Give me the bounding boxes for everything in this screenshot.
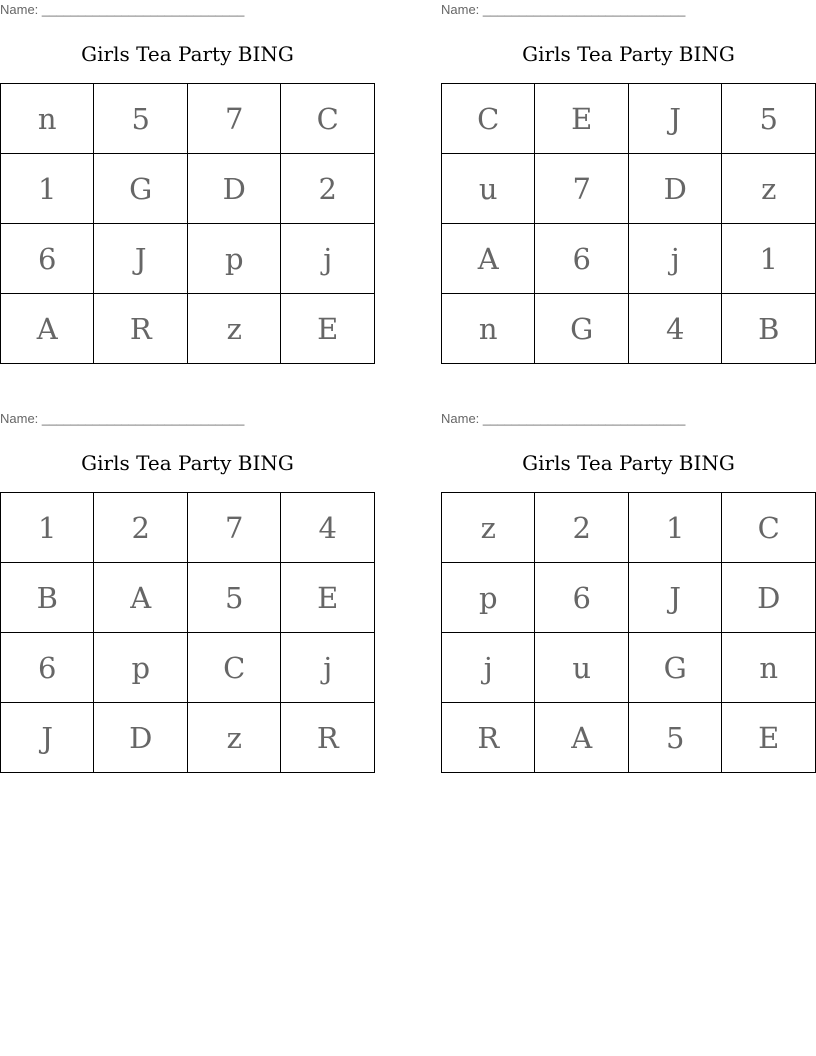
grid-row: [442, 493, 816, 563]
bingo-grid: [0, 492, 375, 773]
grid-row: [442, 224, 816, 294]
bingo-card-2: [441, 0, 816, 365]
grid-cell: z: [187, 294, 281, 364]
grid-row: [442, 563, 816, 633]
grid-row: [1, 224, 375, 294]
grid-row: [442, 84, 816, 154]
card-title: Girls Tea Party BING: [81, 451, 294, 475]
grid-cell: j: [281, 633, 375, 703]
grid-cell: 2: [535, 493, 628, 563]
grid-cell: j: [442, 633, 535, 703]
grid-cell: 7: [187, 84, 281, 154]
grid-row: [1, 294, 375, 364]
grid-cell: D: [628, 154, 722, 224]
grid-cell: 1: [722, 224, 816, 294]
grid-cell: z: [442, 493, 535, 563]
bingo-card-3: [0, 409, 375, 774]
grid-row: [1, 563, 375, 633]
grid-cell: C: [281, 84, 375, 154]
grid-cell: j: [281, 224, 375, 294]
grid-cell: p: [94, 633, 188, 703]
bingo-grid: [441, 492, 816, 773]
grid-cell: A: [1, 294, 94, 364]
grid-cell: A: [94, 563, 188, 633]
grid-cell: 7: [187, 493, 281, 563]
bingo-card-4: [441, 409, 816, 774]
card-title: Girls Tea Party BING: [522, 42, 735, 66]
grid-cell: C: [722, 493, 816, 563]
grid-cell: 6: [535, 224, 629, 294]
grid-cell: 1: [1, 154, 94, 224]
grid-cell: p: [187, 224, 281, 294]
grid-cell: C: [187, 633, 281, 703]
grid-row: [1, 703, 375, 773]
card-title: Girls Tea Party BING: [81, 42, 294, 66]
grid-cell: B: [1, 563, 94, 633]
grid-row: [442, 294, 816, 364]
grid-cell: G: [628, 633, 722, 703]
name-field-label: Name: ____________________________: [441, 411, 686, 426]
bingo-card-1: [0, 0, 375, 365]
bingo-grid: [0, 83, 375, 364]
grid-cell: J: [628, 563, 722, 633]
grid-row: [442, 633, 816, 703]
grid-cell: E: [535, 84, 629, 154]
grid-cell: J: [628, 84, 722, 154]
grid-cell: 4: [628, 294, 722, 364]
grid-cell: 5: [722, 84, 816, 154]
grid-cell: R: [94, 294, 188, 364]
grid-cell: 5: [187, 563, 281, 633]
grid-cell: 2: [281, 154, 375, 224]
grid-cell: 4: [281, 493, 375, 563]
grid-cell: 2: [94, 493, 188, 563]
grid-cell: A: [442, 224, 535, 294]
grid-cell: 6: [535, 563, 628, 633]
name-field-label: Name: ____________________________: [441, 2, 686, 17]
grid-cell: B: [722, 294, 816, 364]
grid-cell: R: [281, 703, 375, 773]
grid-row: [1, 493, 375, 563]
grid-cell: n: [1, 84, 94, 154]
grid-cell: n: [722, 633, 816, 703]
grid-cell: 5: [628, 703, 722, 773]
grid-cell: n: [442, 294, 535, 364]
grid-cell: p: [442, 563, 535, 633]
grid-cell: J: [94, 224, 188, 294]
card-title: Girls Tea Party BING: [522, 451, 735, 475]
grid-cell: z: [722, 154, 816, 224]
grid-cell: D: [187, 154, 281, 224]
grid-cell: j: [628, 224, 722, 294]
grid-cell: E: [281, 563, 375, 633]
grid-cell: G: [94, 154, 188, 224]
grid-cell: J: [1, 703, 94, 773]
grid-cell: R: [442, 703, 535, 773]
name-field-label: Name: ____________________________: [0, 2, 245, 17]
grid-cell: E: [281, 294, 375, 364]
grid-cell: u: [535, 633, 628, 703]
grid-row: [1, 84, 375, 154]
grid-row: [1, 633, 375, 703]
grid-cell: C: [442, 84, 535, 154]
grid-cell: D: [94, 703, 188, 773]
grid-cell: 7: [535, 154, 629, 224]
grid-cell: u: [442, 154, 535, 224]
grid-cell: A: [535, 703, 628, 773]
grid-row: [1, 154, 375, 224]
grid-cell: E: [722, 703, 816, 773]
grid-cell: 1: [628, 493, 722, 563]
grid-row: [442, 154, 816, 224]
grid-cell: 6: [1, 224, 94, 294]
grid-cell: z: [187, 703, 281, 773]
bingo-grid: [441, 83, 816, 364]
grid-row: [442, 703, 816, 773]
grid-cell: D: [722, 563, 816, 633]
name-field-label: Name: ____________________________: [0, 411, 245, 426]
grid-cell: 1: [1, 493, 94, 563]
grid-cell: 6: [1, 633, 94, 703]
grid-cell: G: [535, 294, 629, 364]
grid-cell: 5: [94, 84, 188, 154]
